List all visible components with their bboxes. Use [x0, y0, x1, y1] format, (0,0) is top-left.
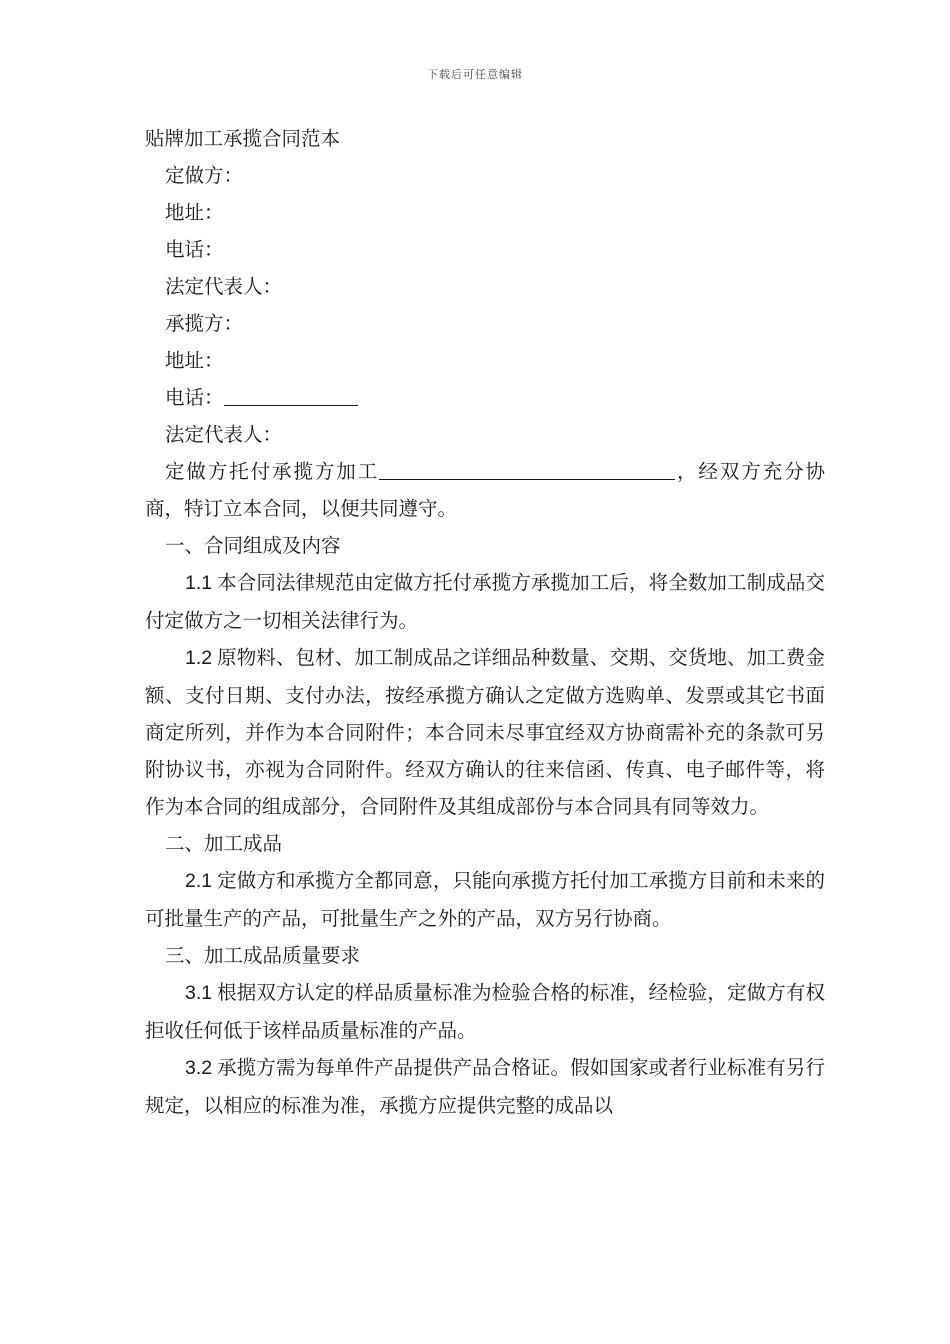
- party-a-address: 地址：: [165, 201, 224, 224]
- clause-2-1: [145, 862, 825, 937]
- section-heading-3: 三、加工成品质量要求: [165, 944, 361, 967]
- section-heading-2: 二、加工成品: [165, 832, 283, 855]
- party-a-representative: 法定代表人：: [165, 275, 283, 298]
- clause-number: 1.1: [185, 572, 213, 594]
- party-b-label: 承揽方：: [165, 312, 244, 335]
- clause-3-2: [145, 1049, 825, 1124]
- clause-text: 原物料、包材、加工制成品之详细品种数量、交期、交货地、加工费金额、支付日期、支付办法，按经承揽方确认之定做方选购单、发票或其它书面商定所列，并作为本合同附件；本合同未尽事宜经双方协商需补充的条款可另附协议书，亦视为合同附件。经双方确认的往来信函、传真、电子邮件等，将作为本合同的组成部分，合同附件及其组成部份与本合同具有同等效力。: [145, 646, 825, 818]
- phone-blank-line: [224, 381, 358, 406]
- intro-paragraph: [145, 453, 825, 527]
- party-b-representative: 法定代表人：: [165, 423, 283, 446]
- party-a-phone: 电话：: [165, 238, 224, 261]
- clause-text: 定做方和承揽方全都同意，只能向承揽方托付加工承揽方目前和未来的可批量生产的产品，可批量生产之外的产品，双方另行协商。: [145, 869, 825, 930]
- section-heading-1: 一、合同组成及内容: [165, 534, 341, 557]
- document-title: 贴牌加工承揽合同范本: [145, 127, 341, 150]
- party-b-phone-label: 电话：: [165, 386, 224, 409]
- clause-text: 根据双方认定的样品质量标准为检验合格的标准，经检验，定做方有权拒收任何低于该样品质量标准的产品。: [145, 981, 825, 1042]
- clause-1-2: [145, 639, 825, 825]
- clause-text: 承揽方需为每单件产品提供产品合格证。假如国家或者行业标准有另行规定，以相应的标准为准，承揽方应提供完整的成品以: [145, 1056, 825, 1117]
- contract-document: [145, 120, 825, 1124]
- clause-1-1: [145, 564, 825, 639]
- clause-number: 3.2: [185, 1057, 213, 1079]
- intro-text-after: ，经双方充分协商，特订立本合同，以便共同遵守。: [145, 460, 825, 520]
- party-a-label: 定做方：: [165, 164, 244, 187]
- clause-text: 本合同法律规范由定做方托付承揽方承揽加工后，将全数加工制成品交付定做方之一切相关法律行为。: [145, 571, 825, 632]
- intro-text-before: 定做方托付承揽方加工: [165, 460, 380, 483]
- party-b-address: 地址：: [165, 349, 224, 372]
- clause-number: 1.2: [185, 647, 213, 669]
- page-header-note: 下载后可任意编辑: [427, 68, 523, 81]
- party-b-phone-row: [145, 379, 825, 416]
- clause-number: 3.1: [185, 982, 213, 1004]
- product-blank-line: [379, 455, 675, 480]
- clause-number: 2.1: [185, 870, 213, 892]
- clause-3-1: [145, 974, 825, 1049]
